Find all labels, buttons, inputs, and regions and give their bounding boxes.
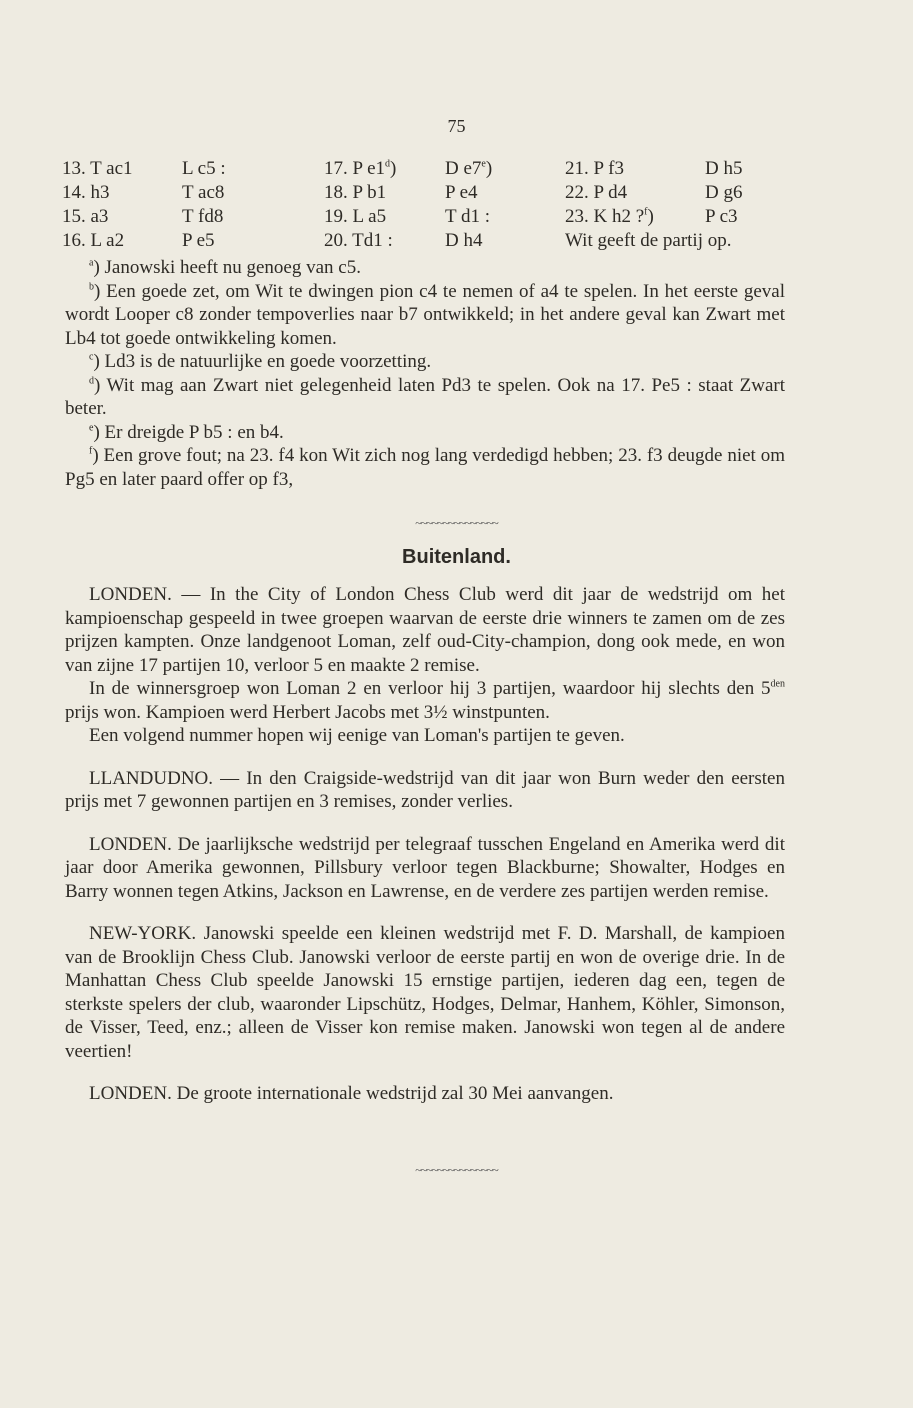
- move-row: [62, 181, 782, 205]
- article-paragraph: In de winnersgroep won Loman 2 en verloor hij 3 partijen, waardoor hij slechts den $5^{den}$ prijs won. Kampioen werd Herbert Jacobs met 3½ winstpunten.: [65, 678, 785, 723]
- move-cell: 15. a3: [62, 206, 109, 227]
- move-cell: 22. P d4: [565, 182, 628, 203]
- article-body: [65, 583, 785, 1106]
- footnote: $^b$) Een goede zet, om Wit te dwingen pion c4 te nemen of a4 te spelen. In het eerste geval wordt Looper c8 zonder tempoverlies naar b7 ontwikkeld; in het andere geval kan Zwart met Lb4 tot goede ontwikkeling komen.: [65, 280, 785, 349]
- move-cell: 13. T ac1: [62, 158, 133, 179]
- article-paragraph: LONDEN. De jaarlijksche wedstrijd per telegraaf tusschen Engeland en Amerika werd dit jaar door Amerika gewonnen, Pillsbury verloor tegen Blackburne; Showalter, Hodges en Barry wonnen tegen Atkins, Jackson en Lawrense, en de verdere zes partijen werden remise.: [65, 833, 785, 902]
- ornamental-divider: ~~~~~~~~~~~~~~~: [415, 1163, 498, 1177]
- article-paragraph: NEW-YORK. Janowski speelde een kleinen wedstrijd met F. D. Marshall, de kampioen van de Brooklijn Chess Club. Janowski verloor de eerste partij en won de overige drie. In de Manhattan Chess Club speelde Janowski 15 ernstige partijen, iederen dag een, tegen de sterkste spelers der club, waaronder Lipschütz, Hodges, Delmar, Hanhem, Köhler, Simonson, de Visser, Teed, enz.; alleen de Visser kon remise maken. Janowski won tegen al de andere veertien!: [65, 923, 785, 1062]
- move-row: [62, 205, 782, 229]
- article-paragraph: LLANDUDNO. — In den Craigside-wedstrijd van dit jaar won Burn weder den eersten prijs met 7 gewonnen partijen en 3 remises, zonder verlies.: [65, 767, 785, 812]
- footnote: $^d$) Wit mag aan Zwart niet gelegenheid laten Pd3 te spelen. Ook na 17. Pe5 : staat Zwart beter.: [65, 374, 785, 419]
- move-cell: D h5: [705, 158, 743, 179]
- move-cell: 17. P e1$^d$): [324, 158, 397, 179]
- article-paragraph: LONDEN. — In the City of London Chess Club werd dit jaar de wedstrijd om het kampioenschap gespeeld in twee groepen waarvan de eerste drie winners te zamen om de zes prijzen kampten. Onze landgenoot Loman, zelf oud-City-champion, dong ook mede, en won van zijne 17 partijen 10, verloor 5 en maakte 2 remise.: [65, 584, 785, 676]
- footnotes: [65, 256, 785, 491]
- footnote: $^a$) Janowski heeft nu genoeg van c5.: [89, 257, 361, 278]
- footnote: $^f$) Een grove fout; na 23. f4 kon Wit zich nog lang verdedigd hebben; 23. f3 deugde niet om Pg5 en later paard offer op f3,: [65, 445, 785, 490]
- move-cell: P e4: [445, 182, 478, 203]
- move-cell: 16. L a2: [62, 230, 125, 251]
- move-cell: 14. h3: [62, 182, 110, 203]
- article-paragraph: LONDEN. De groote internationale wedstrijd zal 30 Mei aanvangen.: [89, 1083, 614, 1104]
- section-heading: Buitenland.: [402, 546, 511, 568]
- move-cell: D h4: [445, 230, 483, 251]
- ornamental-divider: ~~~~~~~~~~~~~~~: [415, 516, 498, 530]
- move-row: [62, 157, 782, 181]
- footnote: $^c$) Ld3 is de natuurlijke en goede voorzetting.: [89, 351, 432, 372]
- move-cell: Wit geeft de partij op.: [565, 230, 732, 251]
- move-row: [62, 229, 782, 253]
- move-table: [62, 157, 782, 253]
- move-cell: T fd8: [182, 206, 224, 227]
- footnote: $^e$) Er dreigde P b5 : en b4.: [89, 421, 284, 443]
- move-cell: 21. P f3: [565, 158, 624, 179]
- article-paragraph: Een volgend nummer hopen wij eenige van Loman's partijen te geven.: [89, 725, 625, 746]
- move-cell: 18. P b1: [324, 182, 387, 203]
- page-number: 75: [447, 116, 466, 136]
- move-cell: L c5 :: [182, 158, 226, 179]
- move-cell: 23. K h2 ?$^f$): [565, 206, 654, 227]
- move-cell: T ac8: [182, 182, 225, 203]
- move-cell: P e5: [182, 230, 215, 251]
- move-cell: T d1 :: [445, 206, 491, 227]
- move-cell: D e7e): [445, 158, 493, 179]
- move-cell: D g6: [705, 182, 743, 203]
- move-cell: P c3: [705, 206, 738, 227]
- move-cell: 19. L a5: [324, 206, 387, 227]
- move-cell: 20. Td1 :: [324, 230, 393, 251]
